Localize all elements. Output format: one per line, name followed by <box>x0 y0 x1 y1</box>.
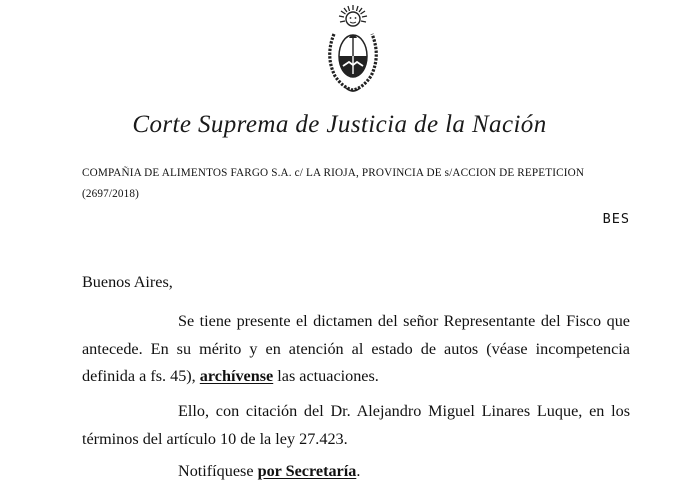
coat-of-arms-icon <box>323 4 383 96</box>
sun-icon <box>339 5 367 26</box>
archive-emphasis: archívense <box>199 367 274 385</box>
secretary-emphasis: por Secretaría <box>257 462 357 480</box>
paragraph-citation <box>82 398 630 453</box>
notify-period: . <box>356 462 361 480</box>
clerk-initials: BES <box>602 211 630 227</box>
case-caption: COMPAÑIA DE ALIMENTOS FARGO S.A. c/ LA RIOJA, PROVINCIA DE s/ACCION DE REPETICION (2697/2018) <box>82 167 585 200</box>
notification-line <box>178 462 360 481</box>
notify-text: Notifíquese <box>178 462 254 480</box>
resolution-text: Se tiene presente el dictamen del señor Representante del Fisco que antecede. En su mérito y en atención al estado de autos (véase incompetencia definida a fs. 45), <box>82 312 630 385</box>
greeting: Buenos Aires, <box>82 273 173 291</box>
court-title: Corte Suprema de Justicia de la Nación <box>132 111 547 138</box>
paragraph-resolution <box>82 308 630 391</box>
citation-text: Ello, con citación del Dr. Alejandro Miguel Linares Luque, en los términos del artículo 10 de la ley 27.423. <box>82 402 630 448</box>
resolution-tail: las actuaciones. <box>277 367 379 385</box>
